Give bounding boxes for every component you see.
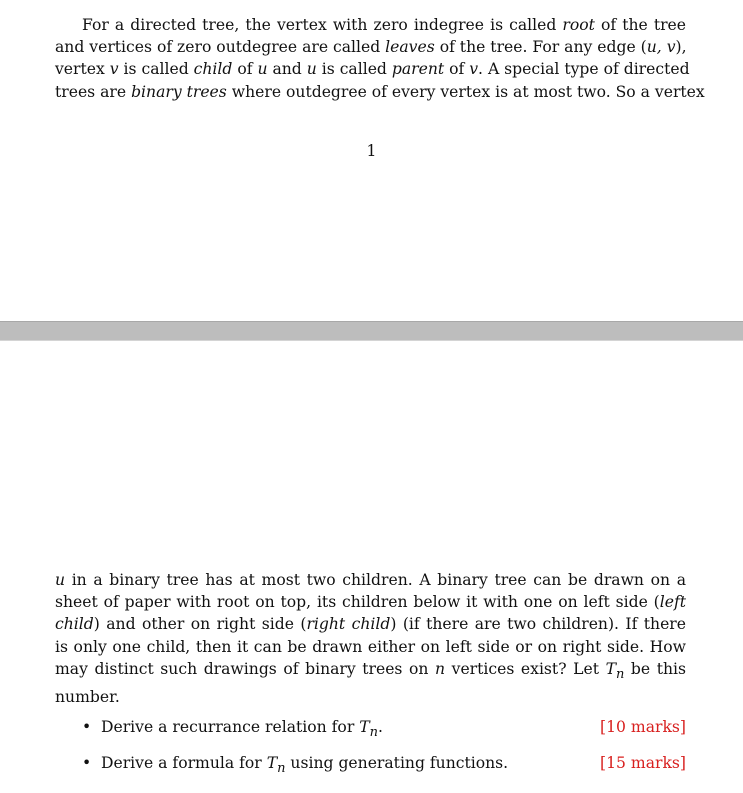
- marks-label: [15 marks]: [600, 754, 686, 772]
- task-list: [55, 716, 686, 788]
- task-text: Derive a formula for $T_n$ using generating functions.: [101, 754, 509, 777]
- math-edge: u, v: [646, 38, 676, 57]
- text-line: may distinct such drawings of binary trees on n vertices exist? Let $T_n$ be this: [55, 659, 686, 682]
- intro-paragraph: [55, 14, 705, 103]
- term-child: child: [193, 60, 233, 79]
- text-line: trees are binary trees where outdegree of every vertex is at most two. So a vertex: [55, 82, 705, 101]
- text-line: and vertices of zero outdegree are called leaves of the tree. For any edge (u, v),: [55, 38, 687, 57]
- term-root: root: [562, 16, 595, 34]
- bullet-icon: •: [82, 718, 92, 736]
- list-item: [55, 716, 686, 752]
- marks-label: [10 marks]: [600, 718, 686, 736]
- list-item: [55, 752, 686, 788]
- question-paragraph: [55, 569, 686, 708]
- page-number: 1: [366, 142, 377, 160]
- text-line: u in a binary tree has at most two children. A binary tree can be drawn on a: [55, 571, 686, 589]
- term-right-child: right child: [306, 615, 391, 634]
- text-line: number.: [55, 688, 120, 707]
- page-separator: [0, 321, 743, 341]
- text-line: sheet of paper with root on top, its children below it with one on left side (left: [55, 593, 686, 612]
- text-line: is only one child, then it can be drawn either on left side or on right side. How: [55, 637, 686, 656]
- document-page-top: [0, 0, 743, 321]
- text-line: vertex v is called child of u and u is called parent of v. A special type of directed: [55, 60, 690, 79]
- term-leaves: leaves: [385, 38, 435, 57]
- term-parent: parent: [391, 60, 445, 79]
- text-line: child) and other on right side (right child) (if there are two children). If there: [55, 615, 686, 634]
- bullet-icon: •: [82, 754, 92, 772]
- term-binary-trees: binary trees: [131, 82, 227, 101]
- task-text: Derive a recurrance relation for $T_n$.: [101, 718, 383, 741]
- term-left-child: left: [659, 593, 686, 612]
- text-line: For a directed tree, the vertex with zero indegree is called root of the tree: [82, 16, 686, 34]
